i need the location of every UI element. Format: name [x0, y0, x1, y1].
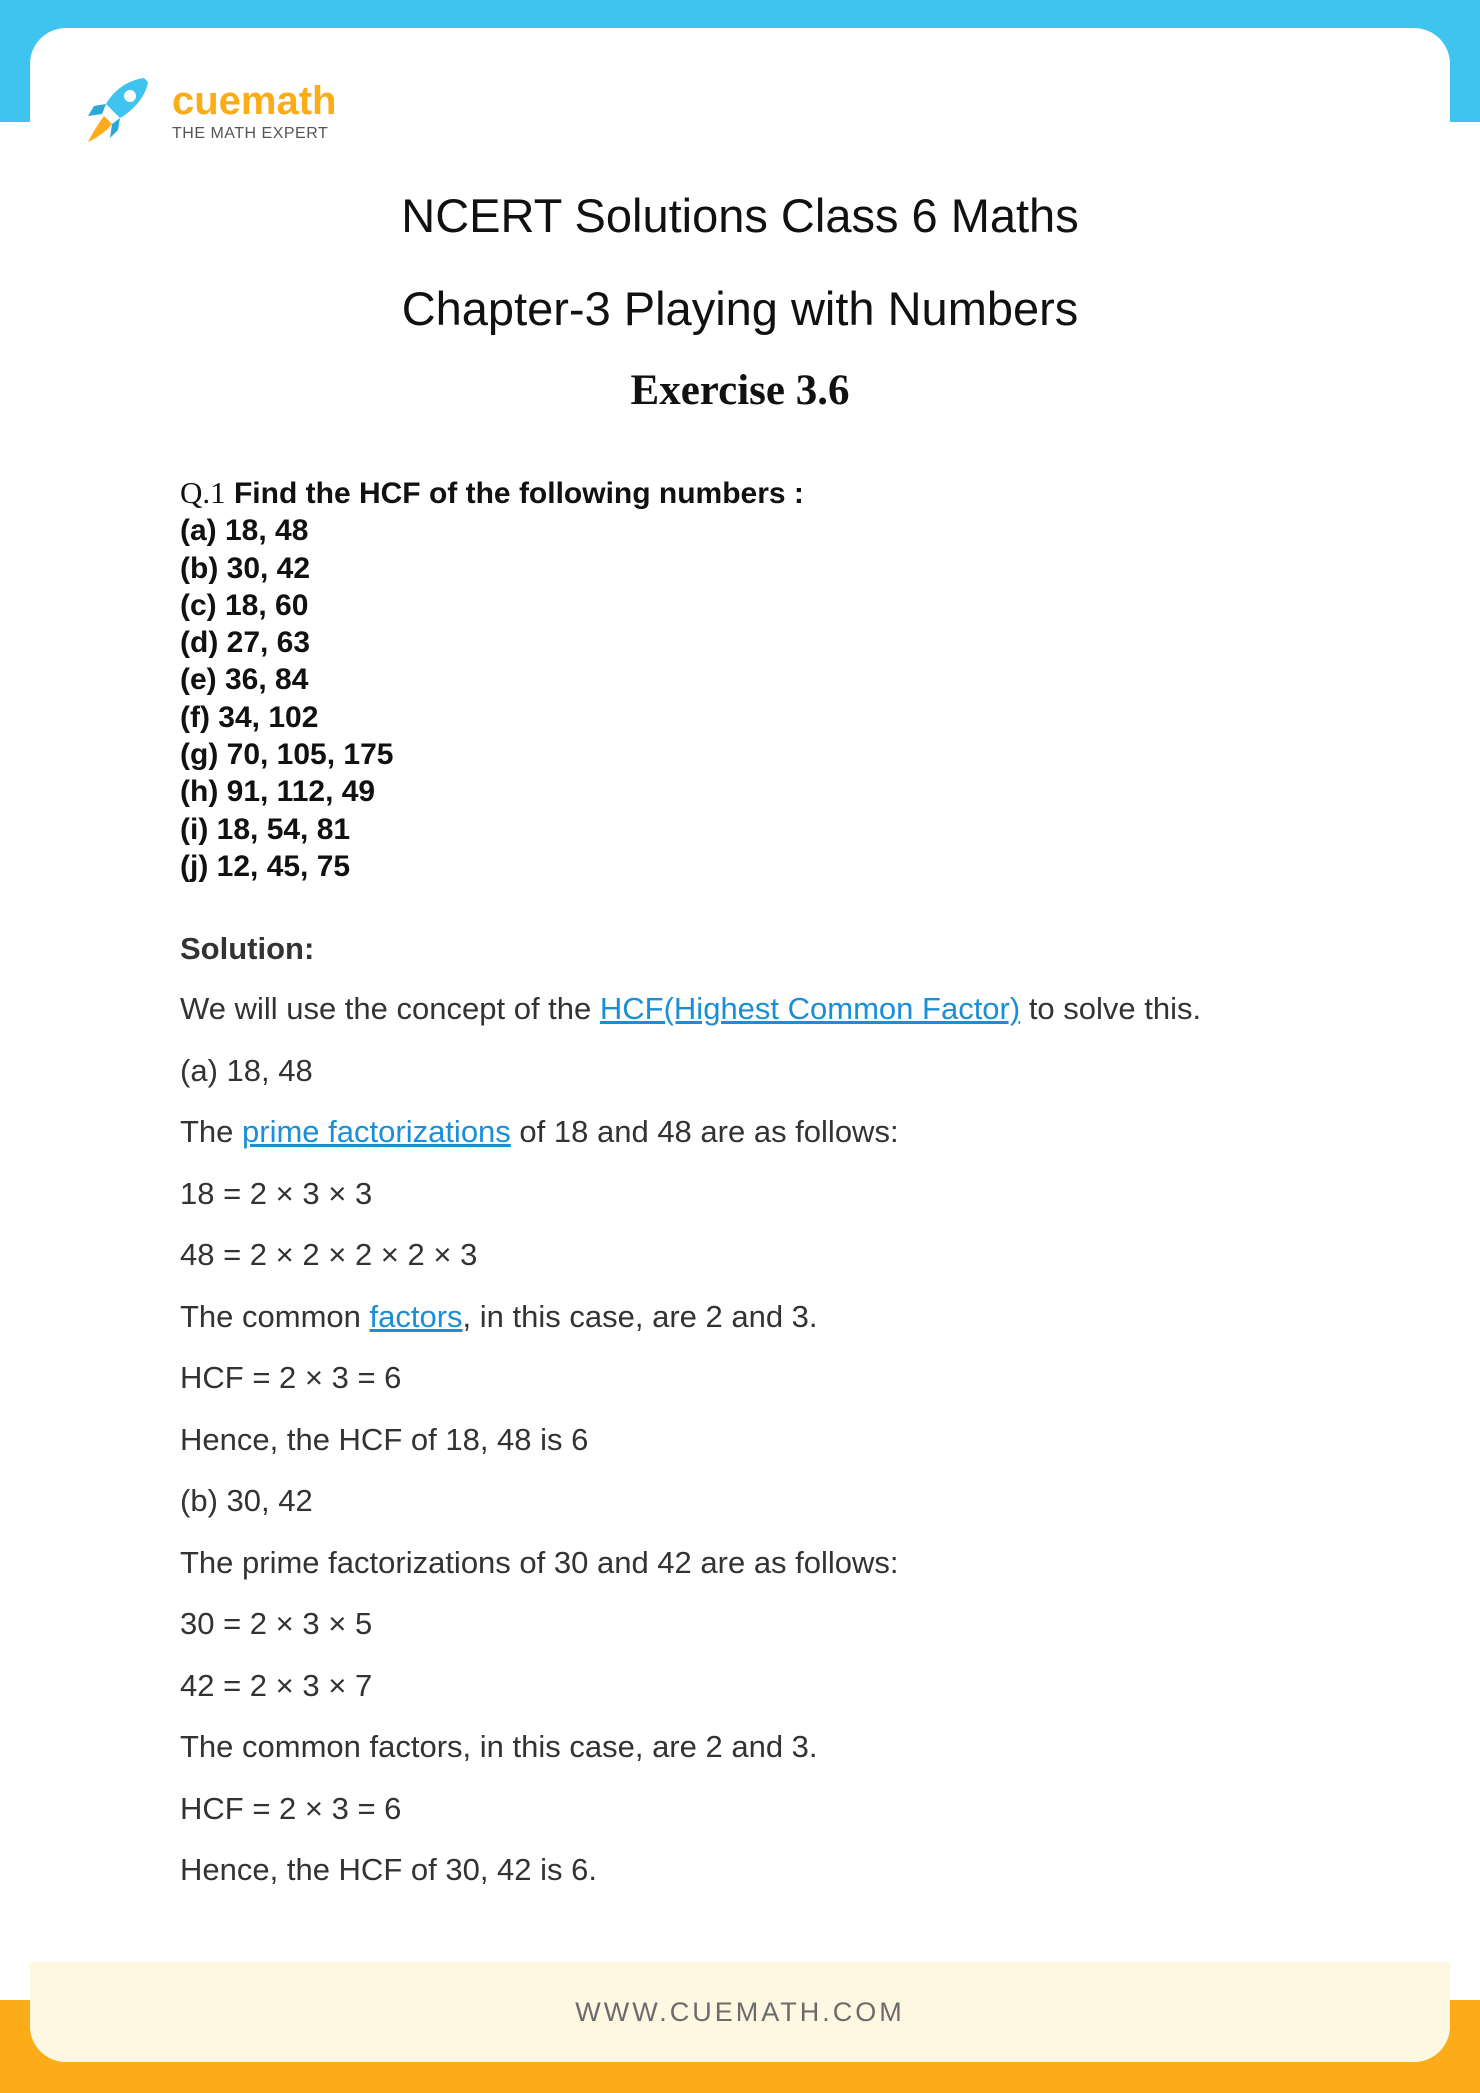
part-a-prime-factorizations	[180, 1107, 1360, 1169]
brand-name: cuemath	[172, 79, 337, 123]
question-part: (a) 18, 48	[180, 514, 309, 548]
question-number: Q.1	[180, 475, 226, 510]
part-a-equation: 48 = 2 × 2 × 2 × 2 × 3	[180, 1237, 478, 1272]
intro-text: We will use the concept of the	[180, 991, 600, 1026]
footer	[30, 1962, 1450, 2062]
chapter-title: Chapter-3 Playing with Numbers	[401, 282, 1079, 335]
exercise-heading: Exercise 3.6	[630, 367, 850, 414]
cf-text: , in this case, are 2 and 3.	[462, 1298, 818, 1334]
part-b-label: (b) 30, 42	[180, 1483, 313, 1518]
hcf-link[interactable]: HCF(Highest Common Factor)	[599, 991, 1021, 1026]
part-b-prime-factorizations: The prime factorizations of 30 and 42 are as follows:	[180, 1544, 899, 1580]
question-part: (h) 91, 112, 49	[180, 775, 376, 809]
part-b-equation: 30 = 2 × 3 × 5	[180, 1606, 373, 1641]
question-part: (d) 27, 63	[180, 626, 311, 660]
question-part: (e) 36, 84	[180, 663, 309, 697]
cf-text: The common	[180, 1298, 370, 1334]
question-part: (j) 12, 45, 75	[180, 849, 351, 883]
solution-block	[180, 924, 1360, 1907]
question-part: (f) 34, 102	[180, 700, 319, 734]
intro-text: to solve this.	[1020, 991, 1202, 1026]
part-a-label: (a) 18, 48	[180, 1052, 313, 1088]
pf-text: The	[180, 1114, 243, 1149]
prime-factorizations-link[interactable]: prime factorizations	[242, 1114, 511, 1149]
page-title: NCERT Solutions Class 6 Maths	[401, 189, 1079, 242]
question-prompt: Find the HCF of the following numbers :	[233, 477, 804, 510]
pf-text: of 18 and 48 are as follows:	[510, 1114, 899, 1149]
solution-intro	[180, 984, 1360, 1046]
question-part: (c) 18, 60	[180, 588, 309, 622]
question-prompt-line	[180, 474, 804, 512]
question-block	[180, 474, 804, 885]
part-a-hcf: HCF = 2 × 3 = 6	[180, 1360, 402, 1395]
page-card	[30, 28, 1450, 2062]
cuemath-logo[interactable]	[82, 72, 337, 152]
footer-url[interactable]: WWW.CUEMATH.COM	[575, 1996, 905, 2027]
part-b-equation: 42 = 2 × 3 × 7	[180, 1667, 373, 1703]
part-b-hcf: HCF = 2 × 3 = 6	[180, 1790, 402, 1826]
rocket-icon	[82, 72, 162, 152]
part-a-equation: 18 = 2 × 3 × 3	[180, 1175, 373, 1211]
part-a-result: Hence, the HCF of 18, 48 is 6	[180, 1421, 589, 1457]
part-b-result: Hence, the HCF of 30, 42 is 6.	[180, 1852, 597, 1887]
part-b-common-factors: The common factors, in this case, are 2 and 3.	[180, 1729, 818, 1764]
factors-link[interactable]: factors	[369, 1298, 463, 1334]
question-part: (i) 18, 54, 81	[180, 812, 351, 846]
question-part: (b) 30, 42	[180, 551, 311, 585]
brand-tagline: THE MATH EXPERT	[172, 125, 329, 142]
solution-heading: Solution:	[180, 931, 315, 966]
part-a-common-factors	[180, 1292, 1360, 1354]
question-part: (g) 70, 105, 175	[180, 738, 394, 772]
